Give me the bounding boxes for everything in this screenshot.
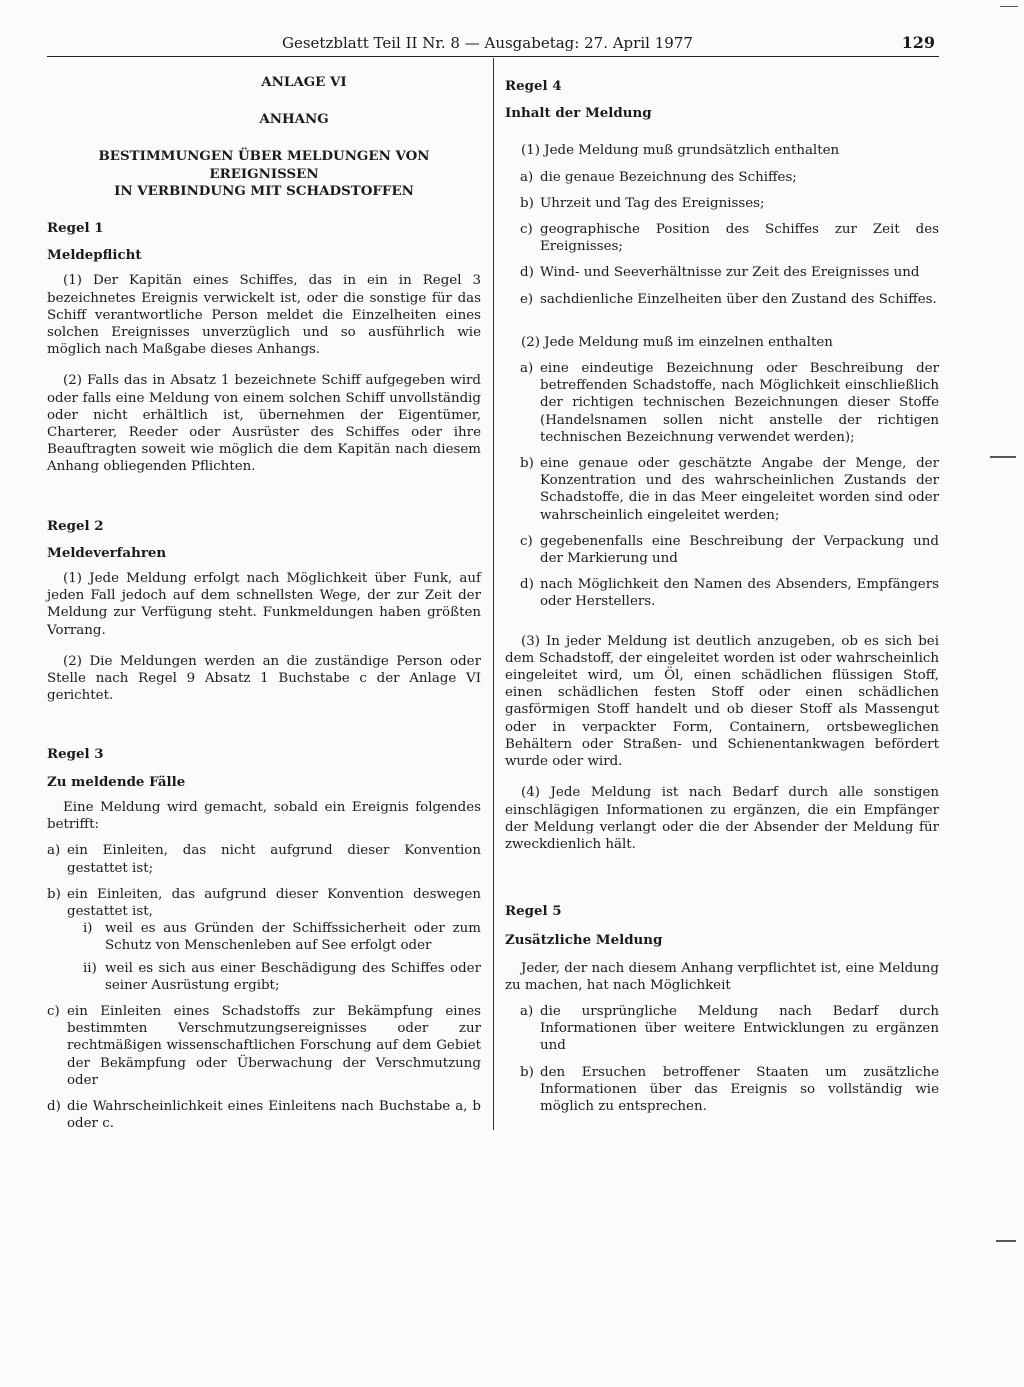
list-item-text: die ursprüngliche Meldung nach Bedarf durch Informationen über weitere Entwicklungen zu ergänzen und: [540, 1003, 939, 1054]
list-item-label: d): [520, 265, 534, 281]
list-item-text: den Ersuchen betroffener Staaten um zusätzliche Informationen über das Ereignis so vollständig wie möglich zu entsprechen.: [540, 1064, 939, 1114]
list-item-text: gegebenenfalls eine Beschreibung der Verpackung und der Markierung und: [540, 533, 939, 567]
list-item: [505, 533, 939, 567]
regel-4-paragraph-3: (3) In jeder Meldung ist deutlich anzugeben, ob es sich bei dem Schadstoff, der eingeleitet worden ist oder wahrscheinlich eingeleitet wird, um Öl, einen schädlichen flüssigen Stoff, einen schädlichen festen Stoff oder einen schädlichen gasförmigen Stoff handelt und ob dieser Stoff als Massengut oder in verpackter Form, Containern, ortsbeweglichen Behältern oder Straßen- und Schienentankwagen befördert wurde oder wird.: [505, 633, 939, 770]
list-item-text: ein Einleiten, das aufgrund dieser Konvention deswegen gestattet ist,: [67, 886, 481, 919]
list-item-label: a): [520, 361, 534, 377]
regel-1-subtitle: Meldepflicht: [47, 247, 142, 264]
sub-list-item: [83, 920, 481, 954]
list-item-text: nach Möglichkeit den Namen des Absenders, Empfängers oder Herstellers.: [540, 577, 939, 610]
list-item-text: ein Einleiten, das nicht aufgrund dieser Konvention gestattet ist;: [67, 843, 481, 876]
column-divider: [493, 58, 494, 1130]
list-item-label: b): [47, 886, 61, 902]
page-number: 129: [901, 33, 935, 52]
list-item-label: e): [520, 291, 534, 307]
regel-4-paragraph-1: (1) Jede Meldung muß grundsätzlich enthalten: [521, 143, 840, 159]
list-item: [505, 1064, 939, 1116]
list-item-label: c): [47, 1003, 60, 1019]
list-item-label: b): [520, 195, 534, 211]
header-title: Gesetzblatt Teil II Nr. 8 — Ausgabetag: 27. April 1977: [282, 34, 693, 52]
list-item: [505, 360, 939, 446]
list-item-text: sachdienliche Einzelheiten über den Zustand des Schiffes.: [540, 291, 937, 307]
left-column: [47, 74, 481, 1132]
regel-4-paragraph-2: (2) Jede Meldung muß im einzelnen enthalten: [521, 334, 833, 350]
regel-5-subtitle: Zusätzliche Meldung: [505, 932, 663, 949]
list-item: [505, 195, 939, 212]
list-item-label: b): [520, 1064, 534, 1080]
list-item: [505, 169, 939, 186]
regel-2-subtitle: Meldeverfahren: [47, 544, 167, 561]
list-item: [505, 1003, 939, 1055]
section-heading-line-2: IN VERBINDUNG MIT SCHADSTOFFEN: [114, 182, 414, 199]
list-item-text: eine eindeutige Bezeichnung oder Beschreibung der betreffenden Schadstoffe, nach Möglichkeit einschließlich der richtigen technischen Bezeichnungen dieser Stoffe (Handelsnamen sollen nicht anstelle der richtigen technischen Bezeichnung verwendet werden);: [540, 361, 939, 445]
list-item-label: c): [520, 533, 533, 549]
list-item-text: Wind- und Seeverhältnisse zur Zeit des Ereignisses und: [540, 265, 920, 281]
sub-list-item-text: weil es aus Gründen der Schiffssicherheit oder zum Schutz von Menschenleben auf See erfolgt oder: [105, 921, 481, 954]
regel-4-paragraph-4: (4) Jede Meldung ist nach Bedarf durch alle sonstigen einschlägigen Informationen zu ergänzen, die ein Empfänger der Meldung verlangt oder die der Absender der Meldung für zweckdienlich hält.: [505, 785, 939, 852]
list-item: [505, 264, 939, 281]
scan-margin-mark: [990, 456, 1016, 458]
scan-margin-mark: [996, 1240, 1016, 1242]
sub-list-item-label: i): [83, 921, 93, 937]
list-item-text: die genaue Bezeichnung des Schiffes;: [540, 169, 797, 185]
list-item-label: d): [47, 1098, 61, 1114]
list-item: [505, 221, 939, 255]
regel-3-subtitle: Zu meldende Fälle: [47, 773, 186, 790]
list-item: [505, 576, 939, 610]
list-item: [505, 291, 939, 308]
regel-2-title: Regel 2: [47, 517, 104, 534]
list-item-label: c): [520, 222, 533, 238]
regel-3-intro: Eine Meldung wird gemacht, sobald ein Ereignis folgendes betrifft:: [47, 799, 481, 833]
list-item-label: b): [520, 456, 534, 472]
page-header: [47, 34, 939, 57]
list-item-label: a): [47, 843, 61, 859]
regel-2-paragraph-2: (2) Die Meldungen werden an die zuständige Person oder Stelle nach Regel 9 Absatz 1 Buchstabe c der Anlage VI gerichtet.: [47, 653, 481, 704]
regel-2-paragraph-1: (1) Jede Meldung erfolgt nach Möglichkeit über Funk, auf jeden Fall jedoch auf dem schnellsten Wege, der zur Zeit der Meldung zur Verfügung steht. Funkmeldungen haben größten Vorrang.: [47, 571, 481, 638]
anhang-heading: ANHANG: [259, 111, 329, 128]
regel-5-intro: Jeder, der nach diesem Anhang verpflichtet ist, eine Meldung zu machen, hat nach Möglichkeit: [505, 960, 939, 993]
anlage-heading: ANLAGE VI: [261, 74, 347, 90]
regel-5-title: Regel 5: [505, 903, 562, 920]
list-item-text: geographische Position des Schiffes zur Zeit des Ereignisses;: [540, 222, 939, 255]
list-item: [47, 1003, 481, 1089]
list-item: [47, 842, 481, 876]
regel-1-title: Regel 1: [47, 220, 104, 237]
sub-list-item: [83, 960, 481, 994]
regel-1-paragraph-1: (1) Der Kapitän eines Schiffes, das in ein in Regel 3 bezeichnetes Ereignis verwickelt ist, oder die sonstige für das Schiff verantwortliche Person meldet die Einzelheiten eines solchen Ereignisses unverzüglich und so ausführlich wie möglich nach Maßgabe dieses Anhangs.: [47, 273, 481, 358]
sub-list-item-label: ii): [83, 960, 97, 976]
scan-margin-mark: [1000, 6, 1018, 7]
list-item-text: die Wahrscheinlichkeit eines Einleitens nach Buchstabe a, b oder c.: [67, 1098, 481, 1132]
sub-list-item-text: weil es sich aus einer Beschädigung des Schiffes oder seiner Ausrüstung ergibt;: [105, 960, 481, 993]
list-item-label: a): [520, 1003, 534, 1019]
regel-1-paragraph-2: (2) Falls das in Absatz 1 bezeichnete Schiff aufgegeben wird oder falls eine Meldung von einem solchen Schiff unvollständig oder nicht erhältlich ist, übernehmen der Eigentümer, Charterer, Reeder oder Ausrüster des Schiffes oder ihre Beauftragten soweit wie möglich die dem Kapitän nach diesem Anhang obliegenden Pflichten.: [47, 373, 481, 475]
list-item-label: a): [520, 169, 534, 185]
regel-3-title: Regel 3: [47, 746, 104, 763]
list-item-text: eine genaue oder geschätzte Angabe der Menge, der Konzentration und des wahrscheinlichen Zustands der Schadstoffe, die in das Meer eingeleitet worden sind oder wahrscheinlich eingeleitet werden;: [540, 456, 939, 523]
list-item-text: Uhrzeit und Tag des Ereignisses;: [540, 195, 765, 211]
list-item-label: d): [520, 577, 534, 593]
regel-4-title: Regel 4: [505, 78, 562, 94]
regel-4-subtitle: Inhalt der Meldung: [505, 105, 652, 122]
list-item: [505, 455, 939, 524]
section-heading-line-1: BESTIMMUNGEN ÜBER MELDUNGEN VON EREIGNISSEN: [98, 148, 430, 182]
list-item-text: ein Einleiten eines Schadstoffs zur Bekämpfung eines bestimmten Verschmutzungsereignisses oder zur rechtmäßigen wissenschaftlichen Forschung auf dem Gebiet der Bekämpfung oder Überwachung der Verschmutzung oder: [67, 1003, 481, 1088]
list-item: [47, 1098, 481, 1132]
right-column: [505, 78, 939, 1115]
list-item: [47, 886, 481, 920]
